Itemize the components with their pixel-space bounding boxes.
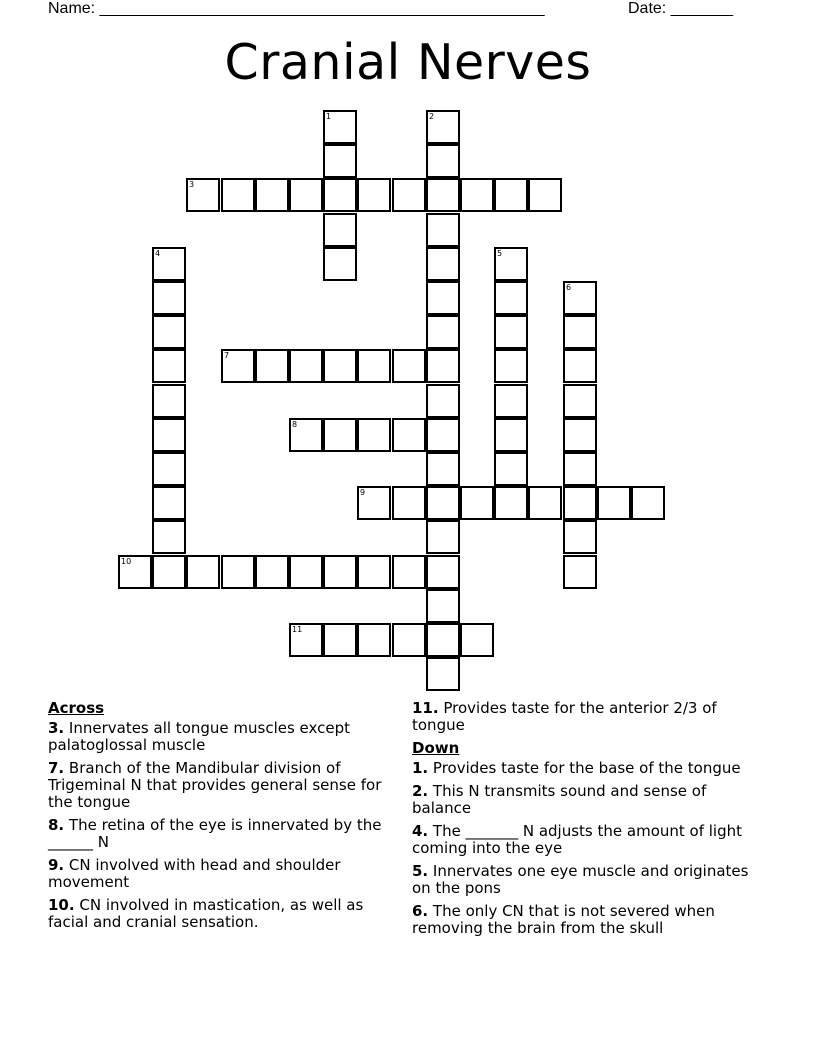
across-clue [48, 760, 393, 811]
down-clue [412, 760, 767, 777]
clues-right-column [412, 700, 767, 943]
clue-number-label: 9 [360, 488, 366, 497]
grid-cell[interactable] [426, 589, 460, 623]
down-heading: Down [412, 739, 460, 757]
grid-cell[interactable] [392, 486, 426, 520]
grid-cell[interactable] [494, 315, 528, 349]
grid-cell[interactable] [494, 247, 528, 281]
grid-cell[interactable] [460, 623, 494, 657]
grid-cell[interactable] [494, 178, 528, 212]
clue-number: 5. [412, 862, 429, 880]
grid-cell[interactable] [597, 486, 631, 520]
grid-cell[interactable] [494, 452, 528, 486]
clue-text: The only CN that is not severed when removing the brain from the skull [412, 902, 715, 937]
grid-cell[interactable] [323, 418, 357, 452]
clue-number-label: 8 [292, 420, 298, 429]
grid-cell[interactable] [426, 384, 460, 418]
grid-cell[interactable] [426, 178, 460, 212]
grid-cell[interactable] [494, 418, 528, 452]
clue-number-label: 5 [497, 249, 503, 258]
down-clue [412, 863, 767, 897]
grid-cell[interactable] [426, 349, 460, 383]
grid-cell[interactable] [323, 623, 357, 657]
grid-cell[interactable] [563, 555, 597, 589]
grid-cell[interactable] [392, 623, 426, 657]
grid-cell[interactable] [152, 349, 186, 383]
across-clue [412, 700, 767, 734]
grid-cell[interactable] [563, 452, 597, 486]
grid-cell[interactable] [118, 555, 152, 589]
grid-cell[interactable] [357, 623, 391, 657]
grid-cell[interactable] [494, 486, 528, 520]
clue-text: The _______ N adjusts the amount of light coming into the eye [412, 822, 743, 857]
grid-cell[interactable] [494, 281, 528, 315]
grid-cell[interactable] [426, 657, 460, 691]
grid-cell[interactable] [563, 486, 597, 520]
grid-cell[interactable] [255, 178, 289, 212]
clue-number-label: 10 [121, 557, 132, 566]
grid-cell[interactable] [631, 486, 665, 520]
clues-left-column [48, 700, 393, 937]
grid-cell[interactable] [426, 555, 460, 589]
clue-text: CN involved in mastication, as well as facial and cranial sensation. [48, 896, 364, 931]
grid-cell[interactable] [221, 178, 255, 212]
grid-cell[interactable] [426, 486, 460, 520]
grid-cell[interactable] [323, 144, 357, 178]
grid-cell[interactable] [426, 247, 460, 281]
across-clue [48, 817, 393, 851]
across-clue [48, 857, 393, 891]
clue-number: 11. [412, 699, 439, 717]
clue-number-label: 3 [189, 180, 195, 189]
grid-cell[interactable] [392, 178, 426, 212]
grid-cell[interactable] [426, 452, 460, 486]
clue-text: CN involved with head and shoulder movement [48, 856, 341, 891]
grid-cell[interactable] [563, 349, 597, 383]
grid-cell[interactable] [323, 110, 357, 144]
clue-number-label: 1 [326, 112, 332, 121]
grid-cell[interactable] [392, 555, 426, 589]
grid-cell[interactable] [357, 418, 391, 452]
grid-cell[interactable] [563, 315, 597, 349]
grid-cell[interactable] [426, 144, 460, 178]
grid-cell[interactable] [221, 555, 255, 589]
grid-cell[interactable] [426, 520, 460, 554]
clue-number: 2. [412, 782, 429, 800]
grid-cell[interactable] [152, 315, 186, 349]
grid-cell[interactable] [426, 281, 460, 315]
grid-cell[interactable] [357, 178, 391, 212]
clue-number-label: 6 [566, 283, 572, 292]
grid-cell[interactable] [289, 178, 323, 212]
grid-cell[interactable] [357, 349, 391, 383]
grid-cell[interactable] [563, 520, 597, 554]
down-clue [412, 903, 767, 937]
grid-cell[interactable] [289, 555, 323, 589]
clue-number-label: 11 [292, 625, 303, 634]
grid-cell[interactable] [323, 178, 357, 212]
clue-text: The retina of the eye is innervated by the ______ N [48, 816, 382, 851]
name-line[interactable]: Name: __________________________________________________ [48, 0, 545, 17]
grid-cell[interactable] [152, 418, 186, 452]
grid-cell[interactable] [426, 110, 460, 144]
page-title: Cranial Nerves [224, 34, 592, 91]
clue-number-label: 2 [429, 112, 435, 121]
grid-cell[interactable] [323, 213, 357, 247]
clue-number-label: 4 [155, 249, 161, 258]
across-clue [48, 720, 393, 754]
clue-number-label: 7 [224, 351, 230, 360]
grid-cell[interactable] [426, 213, 460, 247]
clue-number: 6. [412, 902, 429, 920]
grid-cell[interactable] [494, 384, 528, 418]
grid-cell[interactable] [460, 486, 494, 520]
clue-text: Provides taste for the anterior 2/3 of tongue [412, 699, 717, 734]
clue-number: 8. [48, 816, 65, 834]
grid-cell[interactable] [255, 555, 289, 589]
grid-cell[interactable] [563, 384, 597, 418]
grid-cell[interactable] [152, 281, 186, 315]
grid-cell[interactable] [426, 623, 460, 657]
grid-cell[interactable] [392, 349, 426, 383]
clue-number: 4. [412, 822, 429, 840]
clue-number: 10. [48, 896, 75, 914]
clue-text: This N transmits sound and sense of balance [412, 782, 707, 817]
clue-text: Innervates one eye muscle and originates on the pons [412, 862, 749, 897]
grid-cell[interactable] [152, 555, 186, 589]
grid-cell[interactable] [357, 555, 391, 589]
across-clue [48, 897, 393, 931]
grid-cell[interactable] [289, 349, 323, 383]
grid-cell[interactable] [563, 281, 597, 315]
grid-cell[interactable] [289, 418, 323, 452]
grid-cell[interactable] [494, 349, 528, 383]
grid-cell[interactable] [357, 486, 391, 520]
grid-cell[interactable] [289, 623, 323, 657]
down-clue [412, 823, 767, 857]
clue-text: Branch of the Mandibular division of Trigeminal N that provides general sense for the tongue [48, 759, 382, 811]
grid-cell[interactable] [152, 486, 186, 520]
grid-cell[interactable] [323, 555, 357, 589]
grid-cell[interactable] [563, 418, 597, 452]
grid-cell[interactable] [323, 349, 357, 383]
grid-cell[interactable] [152, 247, 186, 281]
grid-cell[interactable] [221, 349, 255, 383]
grid-cell[interactable] [528, 486, 562, 520]
clue-number: 7. [48, 759, 65, 777]
clue-number: 9. [48, 856, 65, 874]
grid-cell[interactable] [323, 247, 357, 281]
grid-cell[interactable] [186, 178, 220, 212]
grid-cell[interactable] [460, 178, 494, 212]
grid-cell[interactable] [426, 315, 460, 349]
grid-cell[interactable] [426, 418, 460, 452]
clue-number: 3. [48, 719, 65, 737]
grid-cell[interactable] [152, 452, 186, 486]
clue-text: Provides taste for the base of the tongue [432, 759, 741, 777]
grid-cell[interactable] [152, 384, 186, 418]
grid-cell[interactable] [528, 178, 562, 212]
grid-cell[interactable] [392, 418, 426, 452]
grid-cell[interactable] [186, 555, 220, 589]
grid-cell[interactable] [255, 349, 289, 383]
clue-text: Innervates all tongue muscles except palatoglossal muscle [48, 719, 351, 754]
date-line[interactable]: Date: _______ [628, 0, 733, 17]
across-heading: Across [48, 699, 105, 717]
clue-number: 1. [412, 759, 429, 777]
grid-cell[interactable] [152, 520, 186, 554]
down-clue [412, 783, 767, 817]
